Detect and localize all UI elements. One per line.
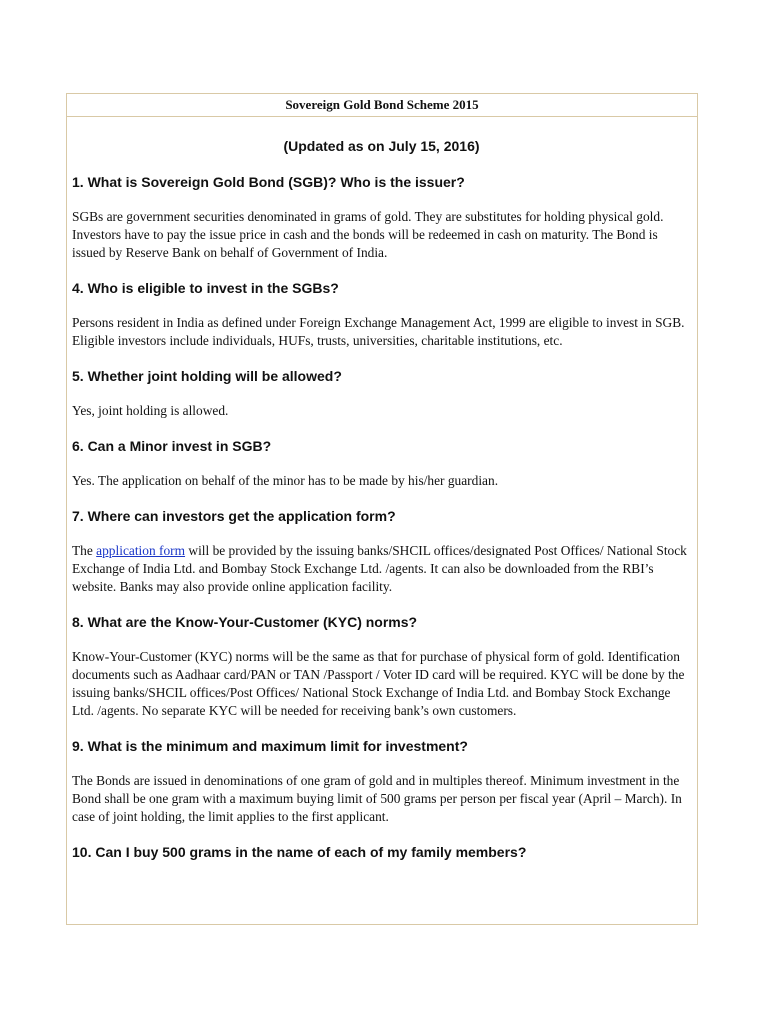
answer-1: SGBs are government securities denominated in grams of gold. They are substitutes for holding physical gold. Investors have to pay the issue price in cash and the bonds will be redeemed in cash on maturity. The Bond is issued by Reserve Bank on behalf of Government of India. xyxy=(72,209,664,260)
question-1: 1. What is Sovereign Gold Bond (SGB)? Who is the issuer? xyxy=(72,174,465,190)
answer-8: Know-Your-Customer (KYC) norms will be the same as that for purchase of physical form of gold. Identification documents such as Aadhaar card/PAN or TAN /Passport / Voter ID card will be required. KYC will be done by the issuing banks/SHCIL offices/Post Offices/ National Stock Exchange of India Ltd. and Bombay Stock Exchange Ltd. /agents. No separate KYC will be needed for receiving bank’s own customers. xyxy=(72,649,685,718)
document-body xyxy=(67,137,697,861)
updated-date: (Updated as on July 15, 2016) xyxy=(283,138,480,154)
question-7: 7. Where can investors get the application form? xyxy=(72,508,396,524)
answer-7 xyxy=(72,542,691,596)
question-5: 5. Whether joint holding will be allowed? xyxy=(72,368,342,384)
document-title: Sovereign Gold Bond Scheme 2015 xyxy=(67,94,697,117)
question-9: 9. What is the minimum and maximum limit for investment? xyxy=(72,738,468,754)
question-6: 6. Can a Minor invest in SGB? xyxy=(72,438,272,454)
application-form-link[interactable]: application form xyxy=(96,543,186,558)
answer-9: The Bonds are issued in denominations of one gram of gold and in multiples thereof. Minimum investment in the Bond shall be one gram with a maximum buying limit of 500 grams per person per fiscal year (April – March). In case of joint holding, the limit applies to the first applicant. xyxy=(72,773,682,824)
question-8: 8. What are the Know-Your-Customer (KYC) norms? xyxy=(72,614,418,630)
answer-4: Persons resident in India as defined under Foreign Exchange Management Act, 1999 are eligible to invest in SGB. Eligible investors include individuals, HUFs, trusts, universities, charitable institutions, etc. xyxy=(72,315,685,348)
document-table xyxy=(66,93,698,925)
question-10: 10. Can I buy 500 grams in the name of each of my family members? xyxy=(72,844,527,860)
answer-6: Yes. The application on behalf of the minor has to be made by his/her guardian. xyxy=(72,473,499,488)
answer-7-prefix: The xyxy=(72,543,97,558)
question-4: 4. Who is eligible to invest in the SGBs? xyxy=(72,280,339,296)
answer-7-suffix: will be provided by the issuing banks/SHCIL offices/designated Post Offices/ National Stock Exchange of India Ltd. and Bombay Stock Exchange Ltd. /agents. It can also be downloaded from the RBI’s website. Banks may also provide online application facility. xyxy=(72,543,687,594)
answer-5: Yes, joint holding is allowed. xyxy=(72,403,229,418)
